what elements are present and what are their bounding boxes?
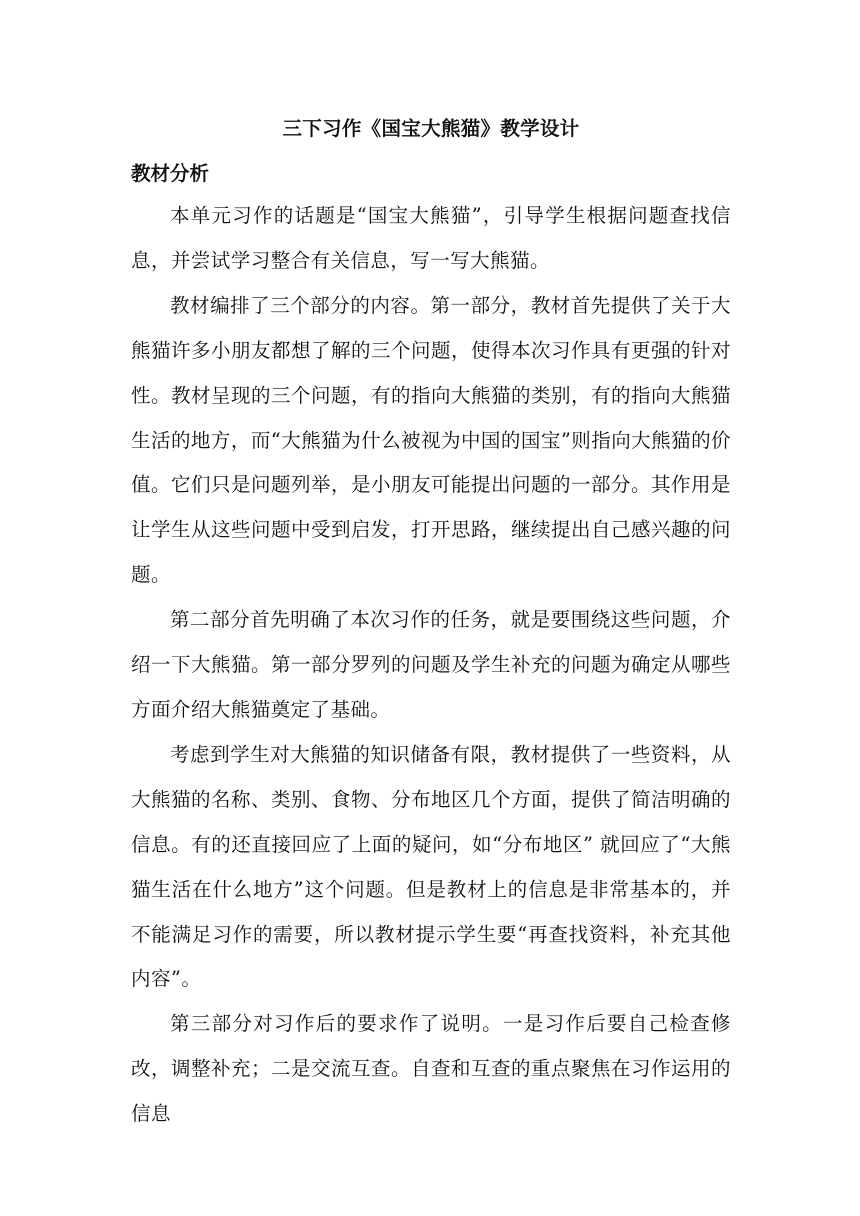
paragraph-3: 第二部分首先明确了本次习作的任务，就是要围绕这些问题，介绍一下大熊猫。第一部分罗列的问题及学生补充的问题为确定从哪些方面介绍大熊猫奠定了基础。: [131, 608, 731, 721]
paragraph-4: 考虑到学生对大熊猫的知识储备有限，教材提供了一些资料，从大熊猫的名称、类别、食物、分布地区几个方面，提供了简洁明确的信息。有的还直接回应了上面的疑问，如“分布地区” 就回应了“大熊猫生活在什么地方”这个问题。但是教材上的信息是非常基本的，并不能满足习作的需要，所以教材提示学生要“再查找资料，补充其他内容”。: [131, 742, 731, 991]
paragraph-2: 教材编排了三个部分的内容。第一部分，教材首先提供了关于大熊猫许多小朋友都想了解的三个问题，使得本次习作具有更强的针对性。教材呈现的三个问题，有的指向大熊猫的类别，有的指向大熊猫生活的地方，而“大熊猫为什么被视为中国的国宝”则指向大熊猫的价值。它们只是问题列举，是小朋友可能提出问题的一部分。其作用是让学生从这些问题中受到启发，打开思路，继续提出自己感兴趣的问题。: [131, 293, 731, 587]
document-body: [131, 112, 731, 1137]
section-heading: 教材分析: [131, 162, 210, 185]
document-title: 三下习作《国宝大熊猫》教学设计: [282, 117, 580, 140]
paragraph-1: 本单元习作的话题是“国宝大熊猫”，引导学生根据问题查找信息，并尝试学习整合有关信息，写一写大熊猫。: [131, 204, 731, 272]
paragraph-5: 第三部分对习作后的要求作了说明。一是习作后要自己检查修改，调整补充；二是交流互查。自查和互查的重点聚焦在习作运用的信息: [131, 1012, 731, 1126]
